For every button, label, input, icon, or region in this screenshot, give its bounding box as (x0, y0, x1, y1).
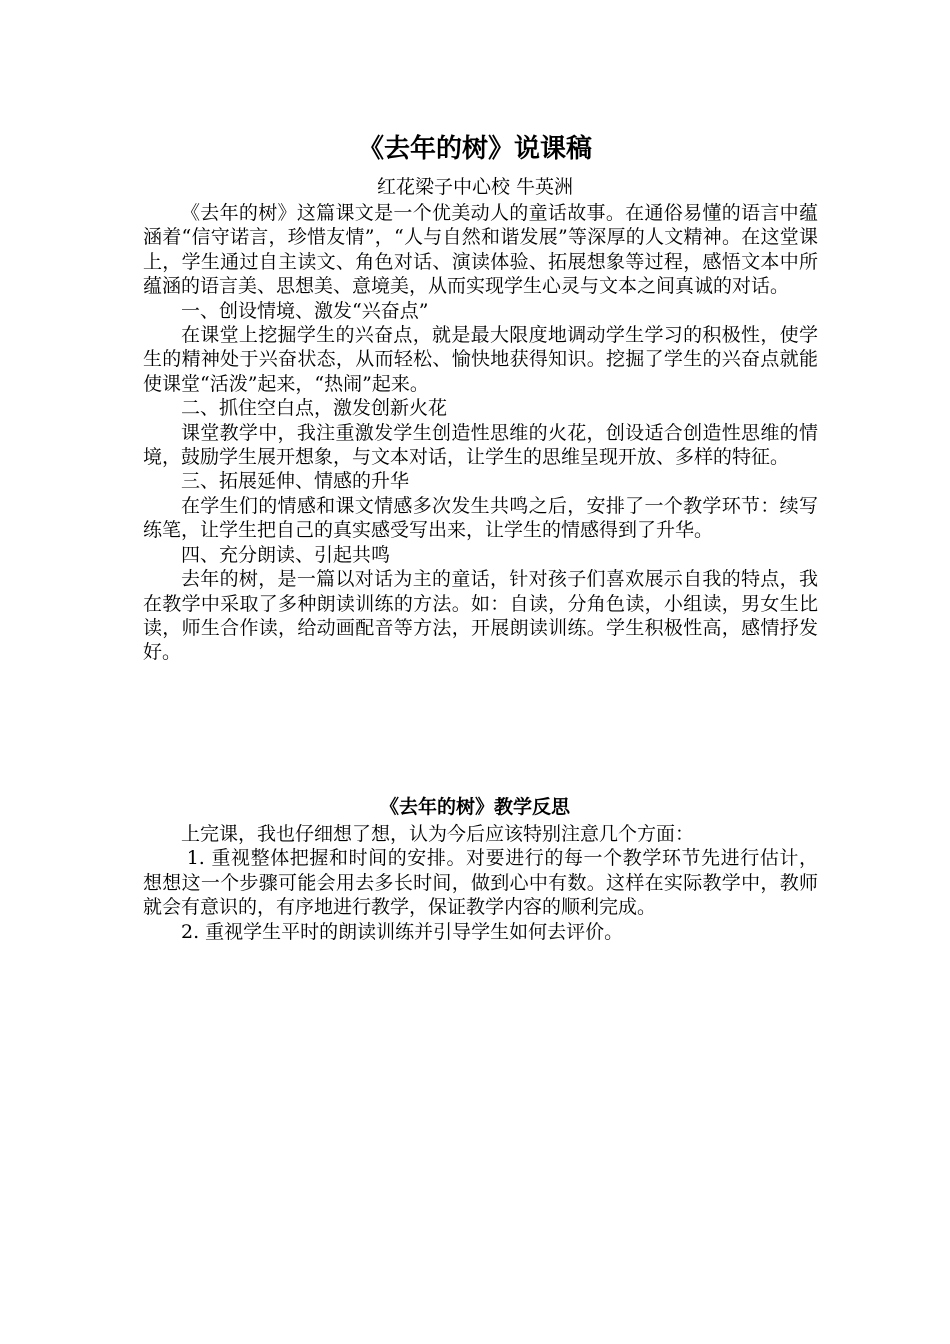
section-heading-3: 三、拓展延伸、情感的升华 (181, 470, 410, 493)
reflection-point-2: 2. 重视学生平时的朗读训练并引导学生如何去评价。 (181, 920, 624, 943)
author-byline: 红花梁子中心校 牛英洲 (376, 176, 574, 198)
lesson-talk-body (143, 201, 818, 665)
section-paragraph-4: 去年的树，是一篇以对话为主的童话，针对孩子们喜欢展示自我的特点，我在教学中采取了多种朗读训练的方法。如：自读，分角色读，小组读，男女生比读，师生合作读，给动画配音等方法，开展朗读训练。学生积极性高，感情抒发好。 (143, 568, 818, 664)
intro-paragraph: 《去年的树》这篇课文是一个优美动人的童话故事。在通俗易懂的语言中蕴涵着“信守诺言，珍惜友情”，“人与自然和谐发展”等深厚的人文精神。在这堂课上，学生通过自主读文、角色对话、演读体验、拓展想象等过程，感悟文本中所蕴涵的语言美、思想美、意境美，从而实现学生心灵与文本之间真诚的对话。 (143, 202, 818, 298)
reflection-body (143, 822, 818, 944)
section-heading-2: 二、抓住空白点，激发创新火花 (181, 397, 448, 420)
reflection-intro: 上完课，我也仔细想了想，认为今后应该特别注意几个方面： (181, 823, 695, 845)
section-heading-1: 一、创设情境、激发“兴奋点” (181, 299, 429, 322)
reflection-title: 《去年的树》教学反思 (379, 796, 570, 818)
document-title: 《去年的树》说课稿 (357, 134, 592, 164)
reflection-point-1: 1. 重视整体把握和时间的安排。对要进行的每一个教学环节先进行估计，想想这一个步骤可能会用去多长时间，做到心中有数。这样在实际教学中，教师就会有意识的，有序地进行教学，保证教学内容的顺利完成。 (143, 847, 818, 919)
section-paragraph-1: 在课堂上挖掘学生的兴奋点，就是最大限度地调动学生学习的积极性，使学生的精神处于兴奋状态，从而轻松、愉快地获得知识。挖掘了学生的兴奋点就能使课堂“活泼”起来，“热闹”起来。 (143, 324, 818, 395)
section-paragraph-3: 在学生们的情感和课文情感多次发生共鸣之后，安排了一个教学环节：续写练笔，让学生把自己的真实感受写出来，让学生的情感得到了升华。 (143, 494, 818, 542)
section-paragraph-2: 课堂教学中，我注重激发学生创造性思维的火花，创设适合创造性思维的情境，鼓励学生展开想象，与文本对话，让学生的思维呈现开放、多样的特征。 (143, 421, 818, 469)
section-heading-4: 四、充分朗读、引起共鸣 (181, 543, 391, 566)
